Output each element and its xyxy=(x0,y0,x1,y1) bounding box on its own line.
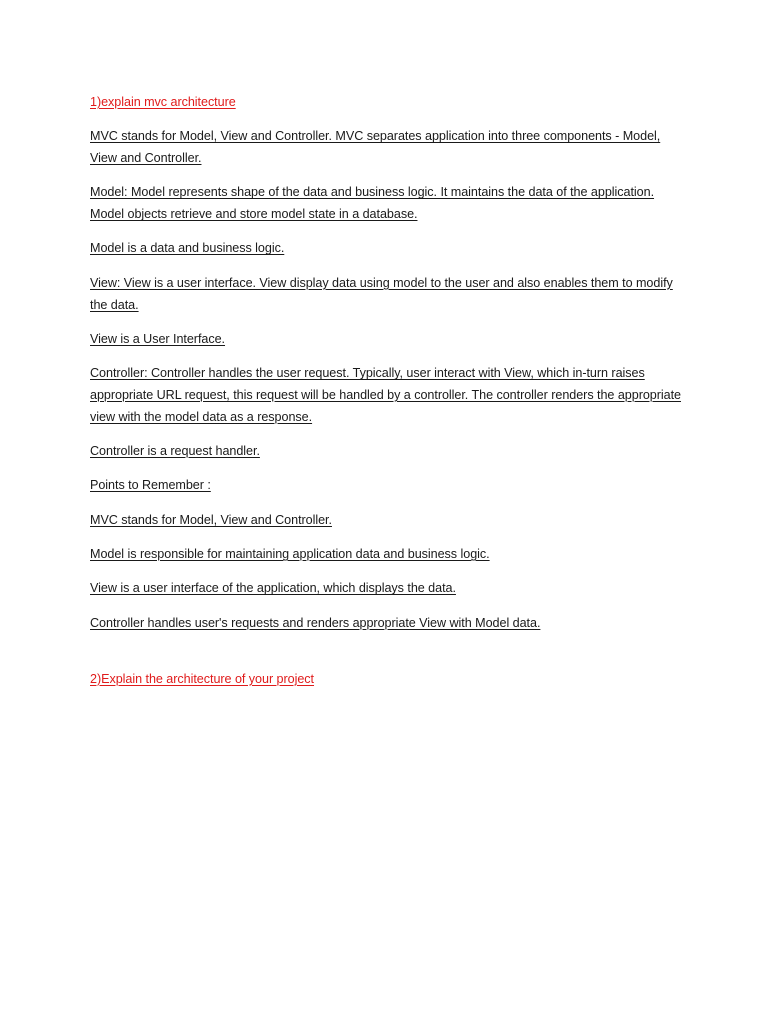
question-heading-1: 1)explain mvc architecture xyxy=(90,95,236,109)
points-to-remember-heading: Points to Remember : xyxy=(90,478,211,493)
point-mvc: MVC stands for Model, View and Controller. xyxy=(90,512,332,527)
point-model: Model is responsible for maintaining application data and business logic. xyxy=(90,546,490,561)
question-heading-2: 2)Explain the architecture of your project xyxy=(90,671,315,686)
blank-line xyxy=(90,647,682,669)
paragraph-mvc-definition: MVC stands for Model, View and Controller. MVC separates application into three components - Model, View and Controller. xyxy=(90,129,661,166)
point-view: View is a user interface of the application, which displays the data. xyxy=(90,581,456,596)
paragraph-view-description: View: View is a user interface. View display data using model to the user and also enables them to modify the data. xyxy=(90,275,673,312)
paragraph-model-summary: Model is a data and business logic. xyxy=(90,241,285,256)
paragraph-controller-description: Controller: Controller handles the user request. Typically, user interact with View, which in-turn raises appropriate URL request, this request will be handled by a controller. The controller renders the appropriate view with the model data as a response. xyxy=(90,366,681,424)
point-controller: Controller handles user's requests and renders appropriate View with Model data. xyxy=(90,615,541,630)
paragraph-controller-summary: Controller is a request handler. xyxy=(90,444,260,459)
paragraph-view-summary: View is a User Interface. xyxy=(90,331,226,346)
document-page xyxy=(90,92,682,703)
paragraph-model-description: Model: Model represents shape of the data and business logic. It maintains the data of the application. Model objects retrieve and store model state in a database. xyxy=(90,185,655,222)
